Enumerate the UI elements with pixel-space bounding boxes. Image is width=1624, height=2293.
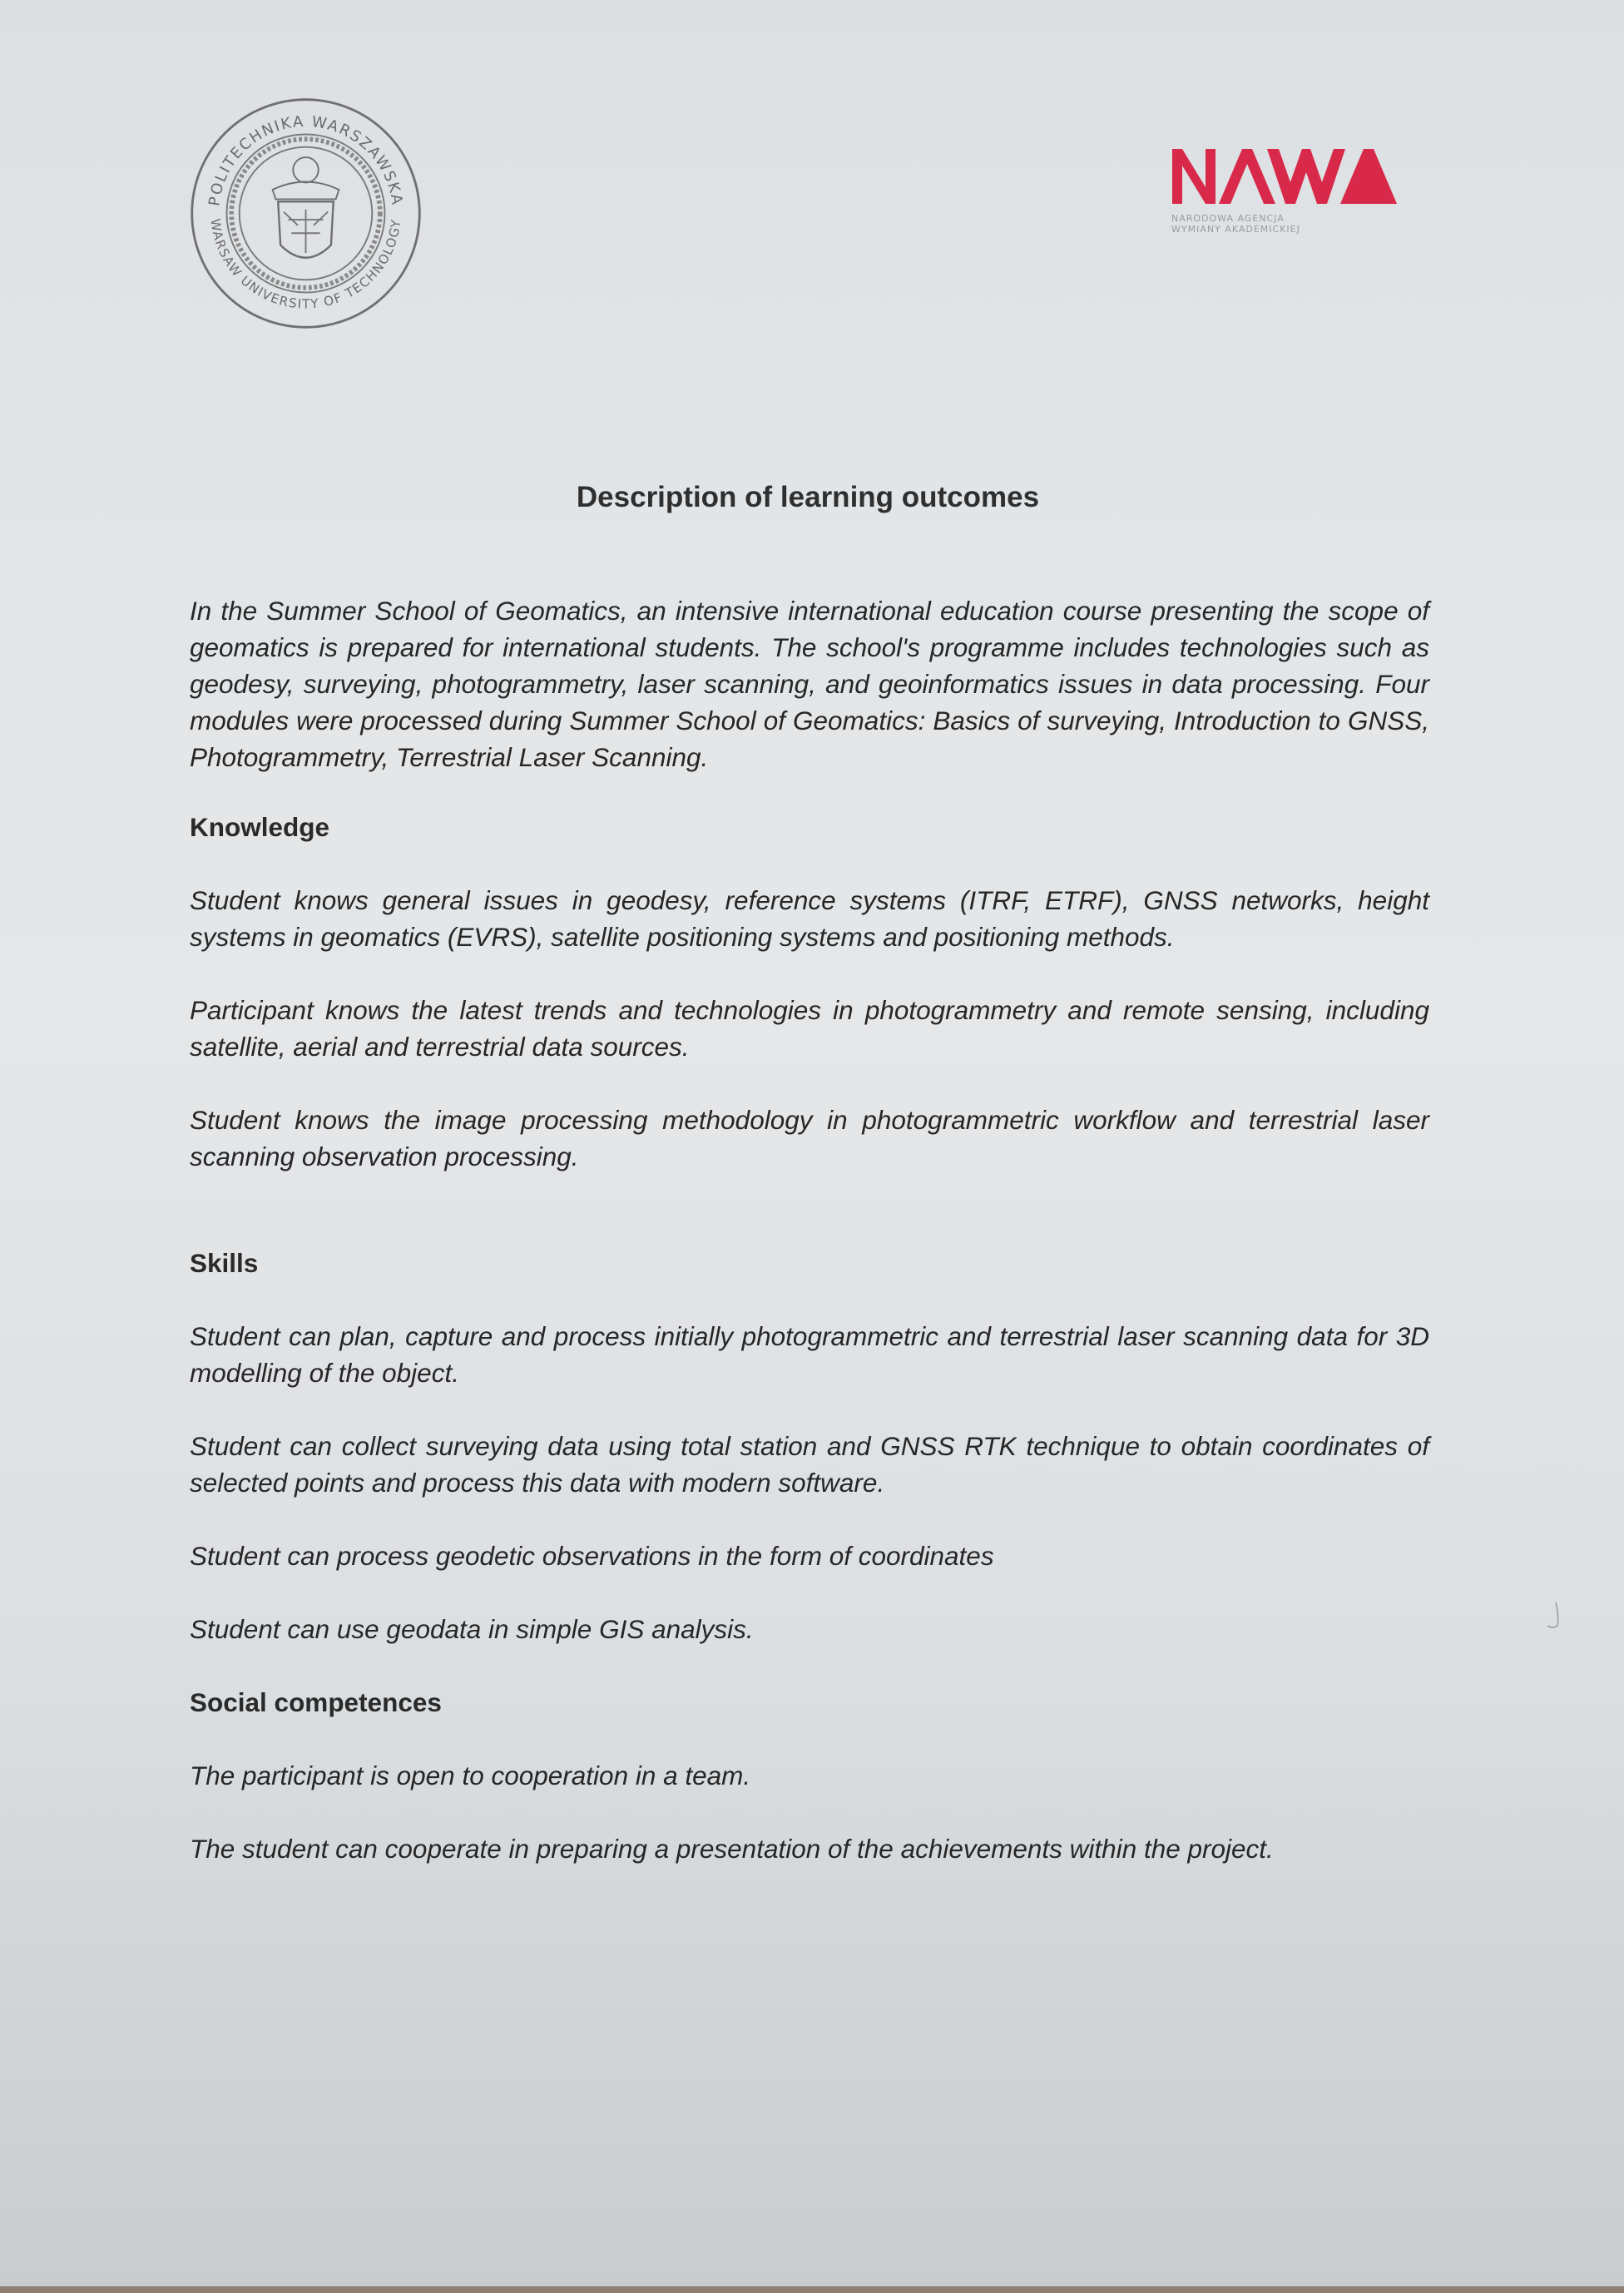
- document-title: Description of learning outcomes: [576, 481, 1040, 513]
- section-heading-social-competences: Social competences: [190, 1687, 442, 1717]
- knowledge-item-1: Student knows general issues in geodesy, reference systems (ITRF, ETRF), GNSS networks, height systems in geomatics (EVRS), satellite positioning systems and positioning methods.: [190, 885, 1429, 952]
- pen-mark: [1546, 1601, 1562, 1631]
- page-bottom-edge: [0, 2286, 1624, 2293]
- section-heading-knowledge: Knowledge: [190, 812, 330, 842]
- nawa-subtitle: [1171, 213, 1300, 235]
- knowledge-item-3: Student knows the image processing methodology in photogrammetric workflow and terrestrial laser scanning observation processing.: [190, 1105, 1429, 1171]
- social-item-2: The student can cooperate in preparing a presentation of the achievements within the project.: [190, 1834, 1274, 1864]
- seal-text-bottom: WARSAW UNIVERSITY OF TECHNOLOGY: [207, 217, 404, 312]
- document-body: [190, 592, 1429, 1867]
- skills-item-1: Student can plan, capture and process initially photogrammetric and terrestrial laser scanning data for 3D modelling of the object.: [190, 1321, 1429, 1388]
- university-seal-logo: [187, 95, 424, 332]
- nawa-subtitle-line-1: NARODOWA AGENCJA: [1171, 213, 1285, 224]
- social-item-1: The participant is open to cooperation in a team.: [190, 1761, 751, 1790]
- skills-item-2: Student can collect surveying data using total station and GNSS RTK technique to obtain coordinates of selected points and process this data with modern software.: [190, 1431, 1429, 1498]
- nawa-subtitle-line-2: WYMIANY AKADEMICKIEJ: [1171, 224, 1300, 235]
- intro-paragraph: In the Summer School of Geomatics, an intensive international education course presenting the scope of geomatics is prepared for international students. The school's programme includes technologies such as geodesy, surveying, photogrammetry, laser scanning, and geoinformatics issues in data processing. Four modules were processed during Summer School of Geomatics: Basics of surveying, Introduction to GNSS, Photogrammetry, Terrestrial Laser Scanning.: [190, 596, 1429, 772]
- seal-text-top: POLITECHNIKA WARSZAWSKA: [205, 112, 406, 207]
- skills-item-3: Student can process geodetic observations in the form of coordinates: [190, 1541, 994, 1571]
- section-heading-skills: Skills: [190, 1248, 259, 1278]
- knowledge-item-2: Participant knows the latest trends and technologies in photogrammetry and remote sensing, including satellite, aerial and terrestrial data sources.: [190, 995, 1429, 1062]
- skills-item-4: Student can use geodata in simple GIS analysis.: [190, 1614, 754, 1644]
